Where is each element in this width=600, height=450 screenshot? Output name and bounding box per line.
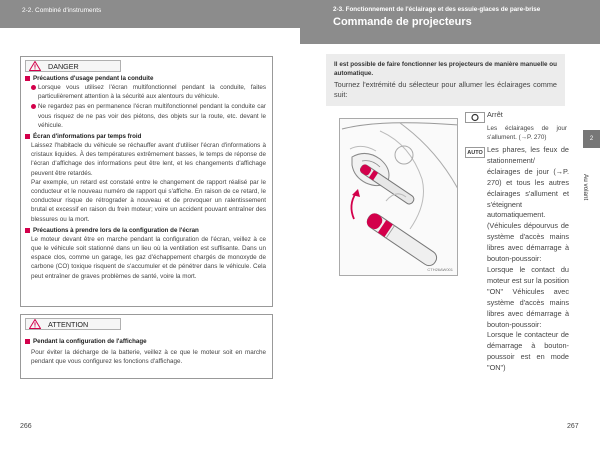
intro-box <box>326 54 565 106</box>
headlight-switch-illustration <box>339 118 458 276</box>
attention-section-title: Pendant la configuration de l'affichage <box>25 338 272 345</box>
attention-label: ATTENTION <box>48 319 89 329</box>
attention-header <box>25 318 121 330</box>
right-section-title: 2-3. Fonctionnement de l'éclairage et des essuie-glaces de pare-brise <box>333 6 541 13</box>
danger-bullet: Lorsque vous utilisez l'écran multifonctionnel pendant la conduite, faites particulièrement attention à la sécurité aux alentours du véhicule. <box>31 83 266 101</box>
right-page-number: 267 <box>567 423 579 430</box>
chapter-tab: 2 <box>583 130 600 148</box>
danger-bullet: Ne regardez pas en permanence l'écran multifonctionnel pendant la conduite car vous risquez de ne pas voir des piétons, des objets sur la route, etc. devant le véhicule. <box>31 102 266 130</box>
off-label: Arrêt <box>487 110 503 119</box>
combination-switch-drawing <box>340 119 458 276</box>
page-title: Commande de projecteurs <box>333 16 472 28</box>
right-page-header <box>300 0 600 44</box>
off-position-icon <box>465 110 485 128</box>
attention-box <box>20 314 273 379</box>
auto-description: Les phares, les feux de stationnement/ éclairages de jour (→P. 270) et tous les autres éclairages s'allument et s'éteignent automatiquement. (Véhicules dépourvus de système d'accès mains libres avec démarrage à bouton-poussoir: Lorsque le contact du moteur est sur la position "ON" Véhicules avec système d'accès mains libres avec démarrage à bouton-poussoir: Lorsque le contacteur de démarrage à bouton-poussoir est en mode "ON") <box>487 145 569 373</box>
danger-section-title: Écran d'informations par temps froid <box>25 133 272 140</box>
intro-lead: Il est possible de faire fonctionner les projecteurs de manière manuelle ou automatique. <box>334 61 557 77</box>
off-description: Les éclairages de jour s'allument. (→P. 270) <box>487 125 567 141</box>
danger-section-title: Précautions d'usage pendant la conduite <box>25 75 272 82</box>
left-section-title: 2-2. Combiné d'instruments <box>22 7 102 14</box>
danger-header <box>25 60 121 72</box>
warning-triangle-icon <box>26 319 44 329</box>
danger-paragraph: Le moteur devant être en marche pendant la configuration de l'écran, veillez à ce que le véhicule soit stationné dans un lieu où la ventilation est suffisante. Dans un espace clos, comme un garage, les gaz d'échappement chargés de monoxyde de carbone (CO) toxique risquent de s'accumuler et de pénétrer dans le véhicule. Cela peut entraîner de graves problèmes de santé, voire la mort. <box>31 235 266 280</box>
left-page-number: 266 <box>20 423 32 430</box>
warning-triangle-icon <box>26 61 44 71</box>
danger-paragraph: Laissez l'habitacle du véhicule se réchauffer avant d'utiliser l'écran d'informations à cristaux liquides. À des températures extrêmement basses, le temps de réponse de l'écran d'affichage des informations peut être lent, et les changements d'affichage peuvent être retardés. Par exemple, un retard est constaté entre le changement de rapport réalisé par le conducteur et le nouveau numéro de rapport qui s'affiche. En raison de ce retard, le conducteur risque de rétrograder à nouveau et de provoquer un ralentissement brutal et excessif en raison du frein moteur; voire un accident pouvant entraîner des blessures ou la mort. <box>31 142 266 223</box>
left-page-header <box>0 0 300 28</box>
auto-position-icon: AUTO <box>465 147 485 158</box>
danger-section-title: Précautions à prendre lors de la configuration de l'écran <box>25 227 272 234</box>
danger-box <box>20 56 273 307</box>
attention-paragraph: Pour éviter la décharge de la batterie, veillez à ce que le moteur soit en marche pendant que vous configurez les fonctions d'affichage. <box>31 349 266 366</box>
figure-code: CTH26AW001 <box>427 267 453 272</box>
danger-label: DANGER <box>48 61 79 71</box>
chapter-label: Au volant <box>582 174 589 201</box>
intro-text: Tournez l'extrémité du sélecteur pour allumer les éclairages comme suit: <box>334 80 557 99</box>
